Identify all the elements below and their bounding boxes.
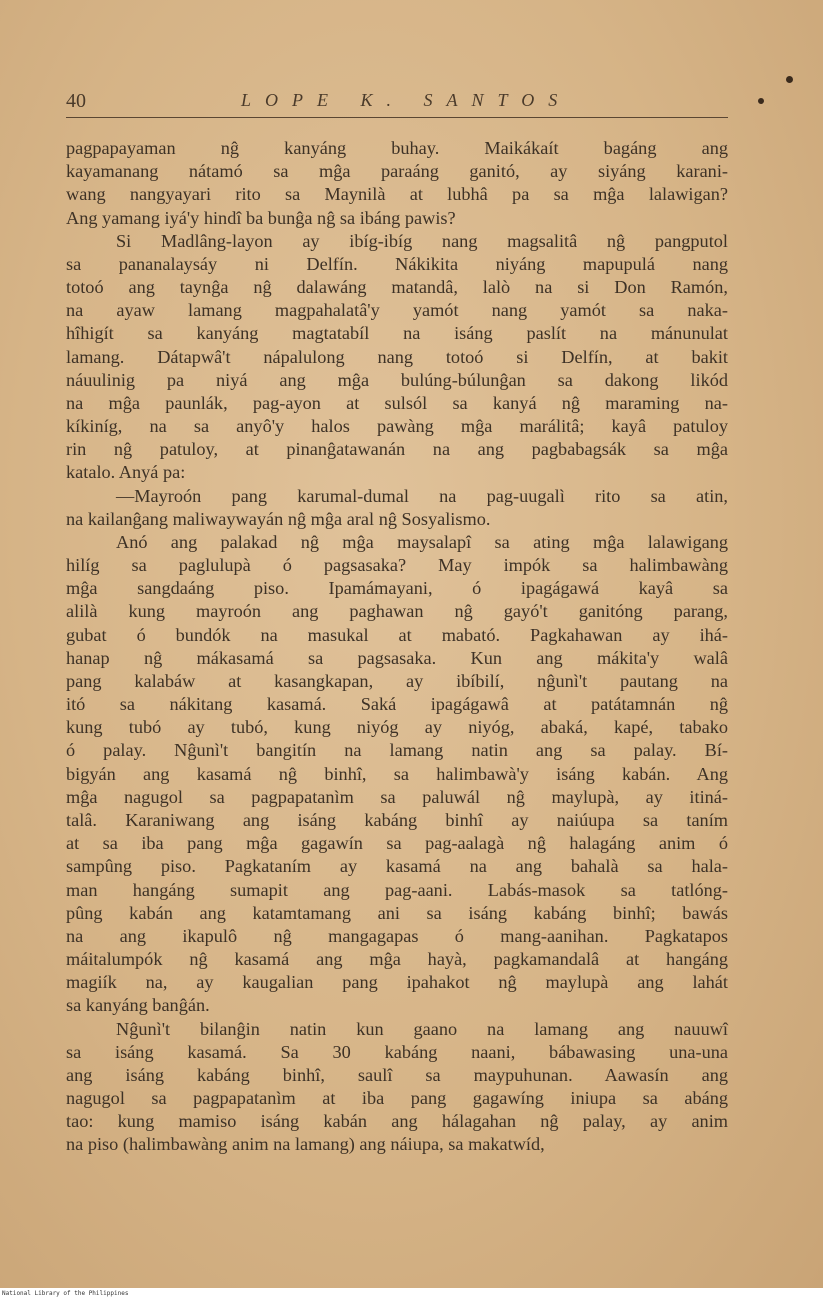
text-line: pang kalabáw at kasangkapan, ay ibíbilí, nĝunì't pautang na [66,670,728,691]
text-line: Si Madlâng-layon ay ibíg-ibíg nang magsalitâ nĝ pangputol [116,230,728,251]
text-line: bigyán ang kasamá nĝ binhî, sa halimbawà'y isáng kabán. Ang [66,763,728,784]
text-line: náuulinig pa niyá ang mĝa bulúng-búlunĝan sa dakong likód [66,369,728,390]
text-line: rin nĝ patuloy, at pinanĝatawanán na ang pagbabagsák sa mĝa [66,439,728,460]
ink-speck [786,76,793,83]
ink-speck [758,98,764,104]
text-line: alilà kung mayroón ang paghawan nĝ gayó't ganitóng parang, [66,601,728,622]
text-line: kayamanang nátamó sa mĝa paraáng ganitó, ay siyáng karani- [66,161,728,182]
text-line: lamang. Dátapwâ't nápalulong nang totoó si Delfín, at bakit [66,346,728,367]
text-line: sa pananalaysáy ni Delfín. Nákikita niyáng mapupulá nang [66,253,728,274]
text-line: na kailanĝang maliwaywayán nĝ mĝa aral nĝ Sosyalismo. [66,508,491,529]
text-line: talâ. Karaniwang ang isáng kabáng binhî ay naiúupa sa taním [66,809,728,830]
text-line: mĝa sangdaáng piso. Ipamámayani, ó ipagágawá kayâ sa [66,578,728,599]
text-line: magiík na, ay kaugalian pang ipahakot nĝ maylupà ang lahát [66,972,728,993]
text-line: Anó ang palakad nĝ mĝa maysalapî sa ating mĝa lalawigang [116,531,728,552]
text-line: na mĝa paunlák, pag-ayon at sulsól sa kanyá nĝ maraming na- [66,392,728,413]
running-head: LOPE K. SANTOS [241,90,572,110]
text-line: kung tubó ay tubó, kung niyóg ay niyóg, abaká, kapé, tabako [66,717,728,738]
text-line: Ang yamang iyá'y hindî ba bunĝa nĝ sa ibáng pawis? [66,207,456,228]
text-line: mĝa nagugol sa pagpapatanìm sa paluwál nĝ maylupà, ay itiná- [66,786,728,807]
text-line: na ang ikapulô nĝ mangagapas ó mang-aanihan. Pagkatapos [66,925,728,946]
text-line: hîhigít sa kanyáng magtatabíl na isáng paslít na mánunulat [66,323,728,344]
text-line: pûng kabán ang katamtamang ani sa isáng kabáng binhî; bawás [66,902,728,923]
text-line: máitalumpók nĝ kasamá ang mĝa hayà, pagkamandalâ at hangáng [66,949,728,970]
text-line: totoó ang taynĝa nĝ dalawáng matandâ, lalò na si Don Ramón, [66,277,728,298]
text-line: sa isáng kasamá. Sa 30 kabáng naani, bábawasing una-una [66,1041,728,1062]
text-line: ó palay. Nĝunì't bangitín na lamang natin ang sa palay. Bí- [66,740,728,761]
paragraph [66,230,728,485]
text-line: hilíg sa paglulupà ó pagsasaka? May impók sa halimbawàng [66,555,728,576]
text-line: hanap nĝ mákasamá sa pagsasaka. Kun ang mákita'y walâ [66,647,728,668]
text-line: kíkiníg, na sa anyô'y halos pawàng mĝa marálitâ; kayâ patuloy [66,416,728,437]
text-line: man hangáng sumapit ang pag-aani. Labás-masok sa tatlóng- [66,879,728,900]
text-line: katalo. Anyá pa: [66,462,186,483]
text-line: sampûng piso. Pagkataním ay kasamá na ang bahalà sa hala- [66,856,728,877]
text-line: wang nangyayari rito sa Maynilà at lubhâ pa sa mĝa lalawigan? [66,184,728,205]
text-line: at sa iba pang mĝa gagawín sa pag-aalagà nĝ halagáng anim ó [66,833,728,854]
text-line: tao: kung mamiso isáng kabán ang hálagahan nĝ palay, ay anim [66,1111,728,1132]
body-text [66,137,728,1157]
text-line: Nĝunì't bilanĝin natin kun gaano na lamang ang nauuwî [116,1018,728,1039]
text-line: na ayaw lamang magpahalatâ'y yamót nang yamót sa naka- [66,300,728,321]
text-line: sa kanyáng banĝán. [66,995,210,1016]
text-line: itó sa nákitang kasamá. Saká ipagágawâ at patátamnán nĝ [66,694,728,715]
paragraph [66,1018,728,1157]
paragraph [66,485,728,531]
text-line: pagpapayaman nĝ kanyáng buhay. Maikákaít bagáng ang [66,138,728,158]
header-rule [66,117,728,118]
page-number: 40 [66,90,86,112]
text-line: gubat ó bundók na masukal at mabató. Pagkahawan ay ihá- [66,624,728,645]
text-line: ang isáng kabáng binhî, saulî sa maypuhunan. Aawasín ang [66,1064,728,1085]
paragraph [66,137,728,230]
text-line: na piso (halimbawàng anim na lamang) ang náiupa, sa makatwíd, [66,1134,545,1155]
page-header [66,90,726,116]
library-credit: National Library of the Philippines [2,1290,129,1297]
text-line: —Mayroón pang karumal-dumal na pag-uugalì rito sa atin, [116,485,728,506]
text-line: nagugol sa pagpapatanìm at iba pang gagawíng iniupa sa abáng [66,1088,728,1109]
paragraph [66,531,728,1018]
